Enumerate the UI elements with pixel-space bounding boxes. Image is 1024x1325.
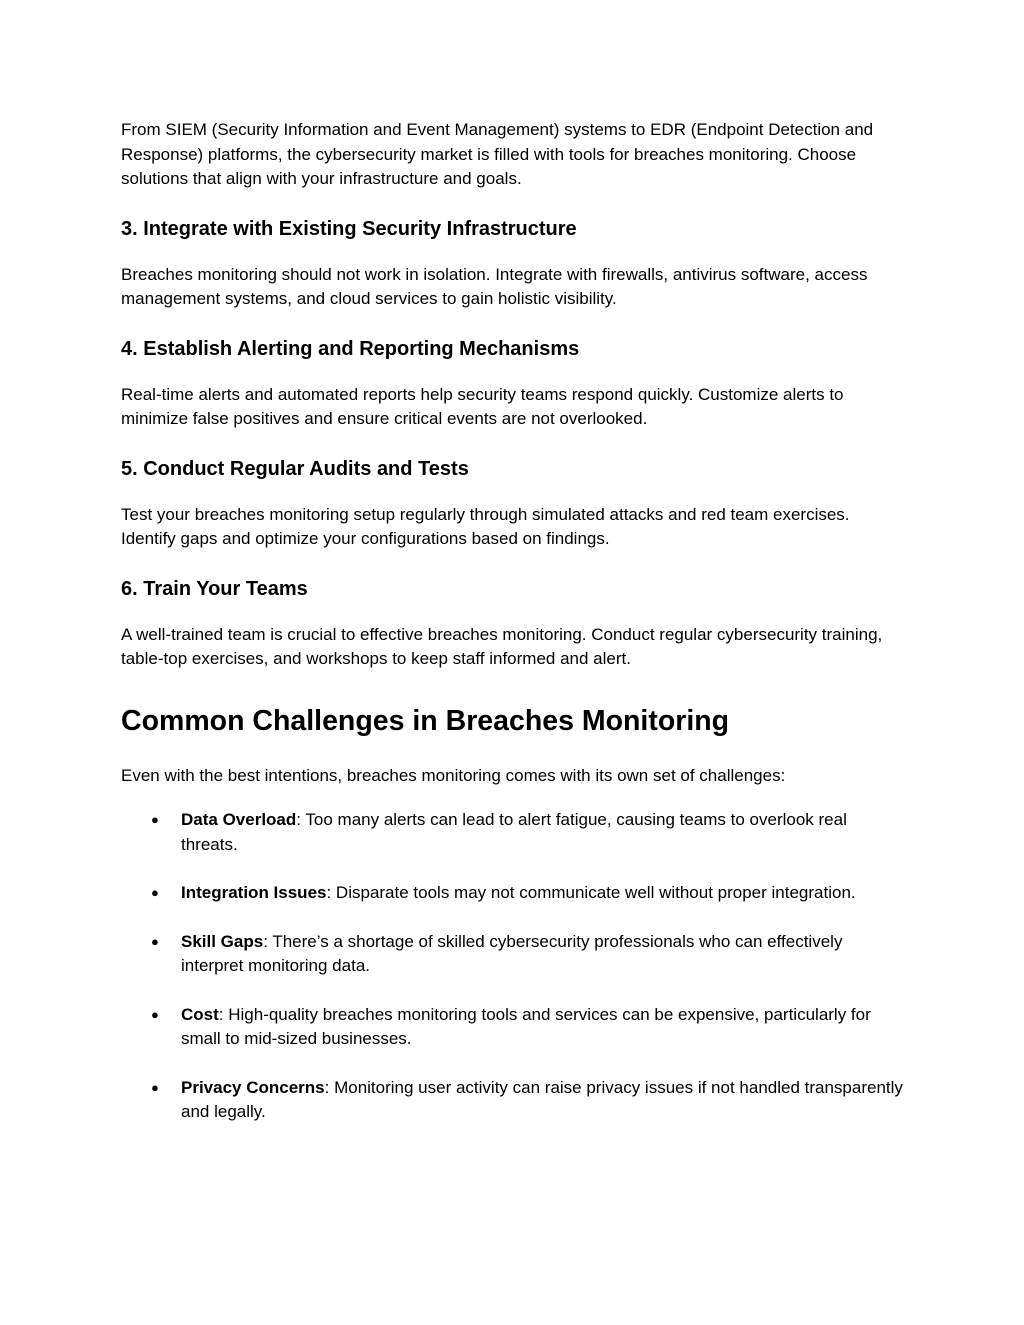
- challenges-intro: Even with the best intentions, breaches monitoring comes with its own set of challenges:: [121, 765, 786, 785]
- list-item-text: : Monitoring user activity can raise privacy issues if not handled transparently and legally.: [181, 1077, 903, 1121]
- list-item-data-overload: [121, 808, 904, 857]
- bullet-icon: ●: [151, 933, 159, 949]
- section-body-train: A well-trained team is crucial to effective breaches monitoring. Conduct regular cybersecurity training, table-top exercises, and workshops to keep staff informed and alert.: [121, 624, 883, 668]
- section-body-integrate: Breaches monitoring should not work in isolation. Integrate with firewalls, antivirus software, access management systems, and cloud services to gain holistic visibility.: [121, 264, 868, 308]
- list-item-text: : High-quality breaches monitoring tools and services can be expensive, particularly for small to mid-sized businesses.: [181, 1004, 871, 1048]
- list-item-term: Cost: [181, 1004, 219, 1024]
- challenges-heading: Common Challenges in Breaches Monitoring: [121, 704, 730, 737]
- list-item-term: Skill Gaps: [181, 931, 264, 951]
- list-item-text: : Disparate tools may not communicate well without proper integration.: [326, 883, 856, 902]
- section-heading-train: 6. Train Your Teams: [121, 577, 308, 600]
- bullet-icon: ●: [151, 1079, 159, 1095]
- section-heading-audits: 5. Conduct Regular Audits and Tests: [121, 457, 469, 480]
- section-body-audits: Test your breaches monitoring setup regularly through simulated attacks and red team exercises. Identify gaps and optimize your configurations based on findings.: [121, 504, 850, 548]
- list-item-skill-gaps: [121, 930, 904, 979]
- bullet-icon: ●: [151, 1006, 159, 1022]
- list-item-integration-issues: [121, 881, 904, 906]
- list-item-privacy-concerns: [121, 1076, 904, 1125]
- list-item-term: Integration Issues: [181, 883, 327, 902]
- list-item-cost: [121, 1003, 904, 1052]
- challenges-list: [121, 808, 904, 1125]
- section-heading-integrate: 3. Integrate with Existing Security Infrastructure: [121, 217, 577, 240]
- bullet-icon: ●: [151, 885, 159, 900]
- list-item-text: : Too many alerts can lead to alert fatigue, causing teams to overlook real threats.: [181, 810, 847, 854]
- list-item-text: : There’s a shortage of skilled cybersecurity professionals who can effectively interpret monitoring data.: [181, 931, 843, 975]
- section-body-alerting: Real-time alerts and automated reports help security teams respond quickly. Customize alerts to minimize false positives and ensure critical events are not overlooked.: [121, 384, 844, 428]
- list-item-term: Data Overload: [181, 810, 297, 829]
- section-heading-alerting: 4. Establish Alerting and Reporting Mechanisms: [121, 337, 580, 360]
- bullet-icon: ●: [151, 812, 159, 827]
- intro-paragraph: From SIEM (Security Information and Event Management) systems to EDR (Endpoint Detection and Response) platforms, the cybersecurity market is filled with tools for breaches monitoring. Choose solutions that align with your infrastructure and goals.: [121, 120, 874, 188]
- list-item-term: Privacy Concerns: [181, 1077, 325, 1097]
